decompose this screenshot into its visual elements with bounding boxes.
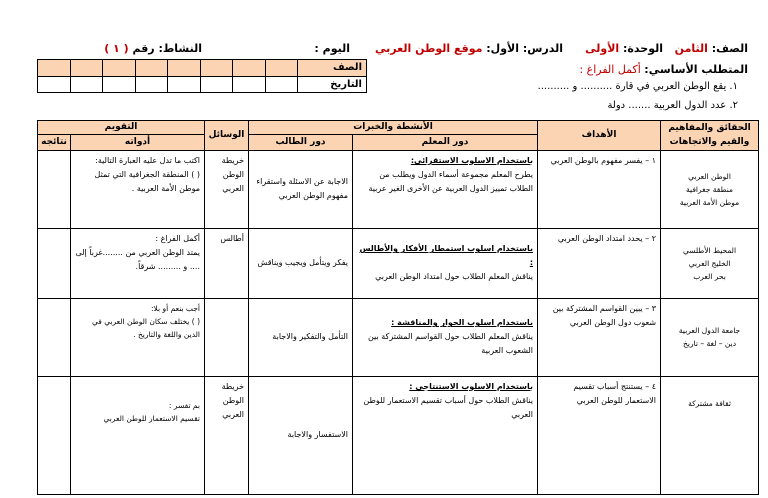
day-label: اليوم : xyxy=(314,42,350,55)
facts-cell xyxy=(661,321,758,353)
class-label: الصف xyxy=(298,60,367,77)
lesson-value: موقع الوطن العربي xyxy=(375,42,483,55)
eval-question-text: ( ) المنطقة الجغرافية التي تمثل موطن الأمة العربية . xyxy=(94,169,201,193)
eval-question-text: يمتد الوطن العربي من ........غرباً إلى .... و ......... شرقاً. xyxy=(75,247,201,271)
activity-value: ( ١ ) xyxy=(104,42,129,55)
teacher-role-cell xyxy=(353,377,537,425)
fact-item: المحيط الأطلسي xyxy=(682,245,737,255)
student-role-cell: الاجابة عن الاسئلة واستقراء مفهوم الوطن العربي xyxy=(256,177,349,201)
eval-results-cell[interactable] xyxy=(38,150,71,228)
grid-cell[interactable] xyxy=(38,60,71,77)
eval-results-header: نتائجه xyxy=(38,134,71,150)
aids-cell xyxy=(205,298,249,376)
grid-cell[interactable] xyxy=(38,76,71,93)
evaluation-header: التقويم xyxy=(38,121,205,135)
grid-cell[interactable] xyxy=(103,76,136,93)
grade-label: الصف: xyxy=(711,42,748,55)
teaching-method-text: يناقش الطلاب حول أسباب تقسيم الاستعمار للوطن العربي xyxy=(363,395,534,419)
prerequisite-item-2: ٢. عدد الدول العربية ....... دولة xyxy=(607,100,738,111)
eval-tools-header: أدواته xyxy=(71,134,205,150)
grid-cell[interactable] xyxy=(70,76,103,93)
teaching-method-text: يناقش المعلم الطلاب حول امتداد الوطن العربي xyxy=(375,272,534,282)
grid-cell[interactable] xyxy=(265,76,298,93)
grid-cell[interactable] xyxy=(103,60,136,77)
teacher-role-cell xyxy=(353,313,537,361)
eval-question-title: أجب بنعم أو بلا: xyxy=(151,303,201,313)
grid-cell[interactable] xyxy=(168,60,201,77)
grid-cell[interactable] xyxy=(233,60,266,77)
teacher-role-header: دور المعلم xyxy=(353,134,538,150)
lesson-plan-table xyxy=(37,120,759,495)
facts-cell xyxy=(661,377,758,413)
teaching-method-text: يطرح المعلم مجموعة أسماء الدول ويطلب من الطلاب تمييز الدول العربية عن الأخرى الغير عربية xyxy=(368,169,534,193)
lesson-label: الدرس: الأول: xyxy=(486,42,563,55)
class-date-grid xyxy=(37,59,367,93)
eval-question-title: بم تفسر : xyxy=(168,400,201,410)
prerequisite-label: المتطلب الأساسي: xyxy=(644,63,748,76)
objective-cell: ٣ – يبين القواسم المشتركة بين شعوب دول الوطن العربي xyxy=(552,303,657,327)
teaching-method-title: باستخدام الاسلوب الاستنتاجي : xyxy=(409,381,534,391)
teaching-method-title: باستخدام اسلوب استمطار الأفكار والأطالس : xyxy=(359,244,534,268)
teacher-role-cell xyxy=(353,151,537,199)
student-role-cell: الاستفسار والاجابة xyxy=(287,430,349,440)
prerequisite-item-1: ١. يقع الوطن العربي في قارة .......... و .......... xyxy=(537,81,738,92)
eval-tools-cell xyxy=(71,229,204,277)
unit-value: الأولى xyxy=(585,42,620,55)
eval-question-title: أكمل الفراغ : xyxy=(155,233,201,243)
student-role-header: دور الطالب xyxy=(249,134,353,150)
table-row xyxy=(38,150,759,228)
table-row xyxy=(38,298,759,376)
teacher-role-cell xyxy=(353,239,537,287)
grid-cell[interactable] xyxy=(233,76,266,93)
aids-cell xyxy=(205,377,248,425)
fact-item: ثقافة مشتركة xyxy=(688,398,731,408)
lesson-field xyxy=(375,42,563,55)
prerequisite-line xyxy=(579,63,748,76)
grid-cell[interactable] xyxy=(135,60,168,77)
objective-cell: ٢ – يحدد امتداد الوطن العربي xyxy=(557,233,657,243)
student-role-cell: يفكر ويتأمل ويجيب ويناقش xyxy=(257,258,349,268)
student-role-cell: التأمل والتفكير والاجابة xyxy=(272,332,349,342)
aid-line: خريطة xyxy=(221,381,245,391)
grid-cell[interactable] xyxy=(168,76,201,93)
aid-line: العربي xyxy=(222,183,245,193)
aids-header: الوسائل xyxy=(205,121,249,151)
grid-cell[interactable] xyxy=(200,60,233,77)
eval-tools-cell xyxy=(71,299,204,344)
activities-header: الأنشطة والخبرات xyxy=(249,121,538,135)
teaching-method-title: باستخدام الاسلوب الاستقرائي: xyxy=(410,155,534,165)
activity-field xyxy=(104,42,202,55)
eval-tools-cell xyxy=(71,151,204,199)
eval-results-cell[interactable] xyxy=(38,376,71,494)
table-row xyxy=(38,228,759,298)
fact-item: دين – لغة – تاريخ xyxy=(683,339,737,349)
aids-cell xyxy=(205,151,248,199)
eval-results-cell[interactable] xyxy=(38,298,71,376)
eval-tools-cell xyxy=(71,377,204,428)
fact-item: جامعة الدول العربية xyxy=(678,326,741,336)
aid-line: الوطن xyxy=(222,395,245,405)
table-row xyxy=(38,376,759,494)
grid-cell[interactable] xyxy=(265,60,298,77)
aid-line: أطالس xyxy=(220,233,245,243)
teaching-method-text: يناقش المعلم الطلاب حول القواسم المشتركة بين الشعوب العربية xyxy=(367,332,534,356)
eval-results-cell[interactable] xyxy=(38,228,71,298)
facts-cell xyxy=(661,241,758,286)
eval-question-title: اكتب ما تدل عليه العبارة التالية: xyxy=(95,155,201,165)
eval-question-text: ( ) يختلف سكان الوطن العربي في الدين واللغة والتاريخ . xyxy=(91,316,201,340)
grade-field xyxy=(675,42,748,55)
aid-line: العربي xyxy=(222,409,245,419)
fact-item: الخليج العربي xyxy=(688,258,731,268)
facts-cell xyxy=(661,167,758,212)
teaching-method-title: باستخدام اسلوب الحوار والمناقشة : xyxy=(391,318,534,328)
aids-cell xyxy=(205,229,248,249)
facts-header: الحقائق والمفاهيم والقيم والاتجاهات xyxy=(661,121,759,151)
fact-item: منطقة جغرافية xyxy=(686,184,734,194)
objective-cell: ١ – يفسر مفهوم بالوطن العربي xyxy=(550,155,657,165)
unit-field xyxy=(585,42,663,55)
prerequisite-instruction: أكمل الفراغ : xyxy=(579,63,641,76)
day-field xyxy=(314,42,350,55)
fact-item: بحر العرب xyxy=(693,271,726,281)
unit-label: الوحدة: xyxy=(623,42,663,55)
grid-cell[interactable] xyxy=(135,76,168,93)
date-label: التاريخ xyxy=(298,76,367,93)
fact-item: موطن الأمة العربية xyxy=(679,197,740,207)
activity-label: النشاط: رقم xyxy=(132,42,202,55)
aid-line: خريطة xyxy=(221,155,245,165)
eval-question-text: تقسيم الاستعمار للوطن العربي xyxy=(103,413,201,423)
grade-value: الثامن xyxy=(674,42,708,55)
objectives-header: الأهداف xyxy=(538,121,661,151)
objective-cell: ٤ – يستنتج أسباب تقسيم الاستعمار للوطن العربي xyxy=(573,381,657,405)
grid-cell[interactable] xyxy=(200,76,233,93)
fact-item: الوطن العربي xyxy=(688,171,731,181)
aid-line: الوطن xyxy=(222,169,245,179)
grid-cell[interactable] xyxy=(70,60,103,77)
